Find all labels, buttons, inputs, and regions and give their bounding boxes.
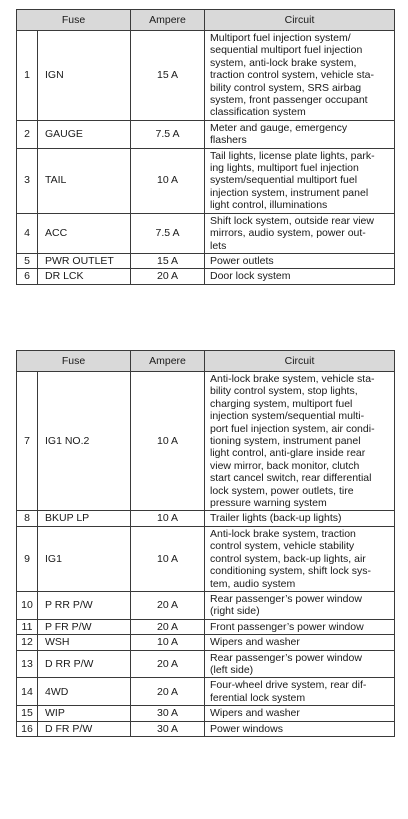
- circuit-cell: Rear passenger’s power window (right side): [205, 591, 395, 619]
- table-row: [17, 650, 395, 678]
- ampere-cell: 30 A: [131, 706, 205, 721]
- fuse-number-cell: 10: [17, 591, 38, 619]
- table-row: [17, 269, 395, 284]
- fuse-name-cell: IG1 NO.2: [38, 372, 131, 511]
- ampere-cell: 15 A: [131, 253, 205, 268]
- fuse-table-1: [16, 9, 395, 285]
- circuit-cell: Anti-lock brake system, traction control system, vehicle stability control system, back-up lights, air conditioning system, shift lock sys- tem, audio system: [205, 526, 395, 591]
- circuit-cell: Rear passenger’s power window (left side): [205, 650, 395, 678]
- table-row: [17, 511, 395, 526]
- fuse-number-cell: 13: [17, 650, 38, 678]
- ampere-cell: 20 A: [131, 650, 205, 678]
- fuse-name-cell: D FR P/W: [38, 721, 131, 736]
- fuse-number-cell: 1: [17, 31, 38, 121]
- ampere-cell: 10 A: [131, 635, 205, 650]
- circuit-cell: Meter and gauge, emergency flashers: [205, 120, 395, 148]
- circuit-cell: Trailer lights (back-up lights): [205, 511, 395, 526]
- circuit-cell: Anti-lock brake system, vehicle sta- bility control system, stop lights, charging system, multiport fuel injection system/sequential multi- port fuel injection system, air condi- tioning system, instrument panel light control, anti-glare inside rear view mirror, back monitor, clutch start cancel switch, rear differential lock system, power outlets, tire pressure warning system: [205, 372, 395, 511]
- fuse-name-cell: WSH: [38, 635, 131, 650]
- fuse-name-cell: ACC: [38, 213, 131, 253]
- ampere-column-header: Ampere: [131, 351, 205, 372]
- circuit-column-header: Circuit: [205, 10, 395, 31]
- fuse-name-cell: 4WD: [38, 678, 131, 706]
- circuit-cell: Multiport fuel injection system/ sequential multiport fuel injection system, anti-lock brake system, traction control system, vehicle sta- bility control system, SRS airbag system, front passenger occupant classification system: [205, 31, 395, 121]
- table-row: [17, 148, 395, 213]
- fuse-name-cell: GAUGE: [38, 120, 131, 148]
- fuse-number-cell: 3: [17, 148, 38, 213]
- ampere-cell: 10 A: [131, 148, 205, 213]
- table-header-row: [17, 10, 395, 31]
- ampere-cell: 20 A: [131, 678, 205, 706]
- fuse-number-cell: 12: [17, 635, 38, 650]
- table-row: [17, 372, 395, 511]
- fuse-name-cell: P FR P/W: [38, 619, 131, 634]
- fuse-name-cell: TAIL: [38, 148, 131, 213]
- fuse-number-cell: 7: [17, 372, 38, 511]
- circuit-cell: Shift lock system, outside rear view mirrors, audio system, power out- lets: [205, 213, 395, 253]
- circuit-cell: Wipers and washer: [205, 635, 395, 650]
- ampere-cell: 7.5 A: [131, 120, 205, 148]
- table-row: [17, 253, 395, 268]
- ampere-column-header: Ampere: [131, 10, 205, 31]
- table-row: [17, 678, 395, 706]
- fuse-name-cell: IGN: [38, 31, 131, 121]
- table-body: [17, 31, 395, 285]
- circuit-column-header: Circuit: [205, 351, 395, 372]
- table-row: [17, 526, 395, 591]
- fuse-table-2: [16, 350, 395, 737]
- table-header-row: [17, 351, 395, 372]
- table-row: [17, 619, 395, 634]
- circuit-cell: Wipers and washer: [205, 706, 395, 721]
- fuse-number-cell: 16: [17, 721, 38, 736]
- fuse-column-header: Fuse: [17, 10, 131, 31]
- ampere-cell: 15 A: [131, 31, 205, 121]
- table-row: [17, 591, 395, 619]
- table-row: [17, 213, 395, 253]
- circuit-cell: Power outlets: [205, 253, 395, 268]
- circuit-cell: Four-wheel drive system, rear dif- ferential lock system: [205, 678, 395, 706]
- circuit-cell: Front passenger’s power window: [205, 619, 395, 634]
- ampere-cell: 10 A: [131, 511, 205, 526]
- fuse-number-cell: 2: [17, 120, 38, 148]
- ampere-cell: 7.5 A: [131, 213, 205, 253]
- fuse-number-cell: 8: [17, 511, 38, 526]
- table-row: [17, 31, 395, 121]
- fuse-number-cell: 9: [17, 526, 38, 591]
- ampere-cell: 20 A: [131, 619, 205, 634]
- circuit-cell: Door lock system: [205, 269, 395, 284]
- circuit-cell: Power windows: [205, 721, 395, 736]
- fuse-name-cell: DR LCK: [38, 269, 131, 284]
- table-row: [17, 706, 395, 721]
- fuse-number-cell: 6: [17, 269, 38, 284]
- fuse-name-cell: WIP: [38, 706, 131, 721]
- fuse-number-cell: 4: [17, 213, 38, 253]
- ampere-cell: 10 A: [131, 526, 205, 591]
- ampere-cell: 20 A: [131, 591, 205, 619]
- table-row: [17, 635, 395, 650]
- fuse-name-cell: D RR P/W: [38, 650, 131, 678]
- fuse-name-cell: IG1: [38, 526, 131, 591]
- fuse-name-cell: PWR OUTLET: [38, 253, 131, 268]
- table-body: [17, 372, 395, 737]
- ampere-cell: 20 A: [131, 269, 205, 284]
- circuit-cell: Tail lights, license plate lights, park- ing lights, multiport fuel injection system/sequential multiport fuel injection system, instrument panel light control, illuminations: [205, 148, 395, 213]
- fuse-number-cell: 14: [17, 678, 38, 706]
- fuse-number-cell: 11: [17, 619, 38, 634]
- fuse-name-cell: P RR P/W: [38, 591, 131, 619]
- table-row: [17, 721, 395, 736]
- fuse-number-cell: 15: [17, 706, 38, 721]
- ampere-cell: 30 A: [131, 721, 205, 736]
- fuse-name-cell: BKUP LP: [38, 511, 131, 526]
- table-row: [17, 120, 395, 148]
- ampere-cell: 10 A: [131, 372, 205, 511]
- fuse-column-header: Fuse: [17, 351, 131, 372]
- fuse-number-cell: 5: [17, 253, 38, 268]
